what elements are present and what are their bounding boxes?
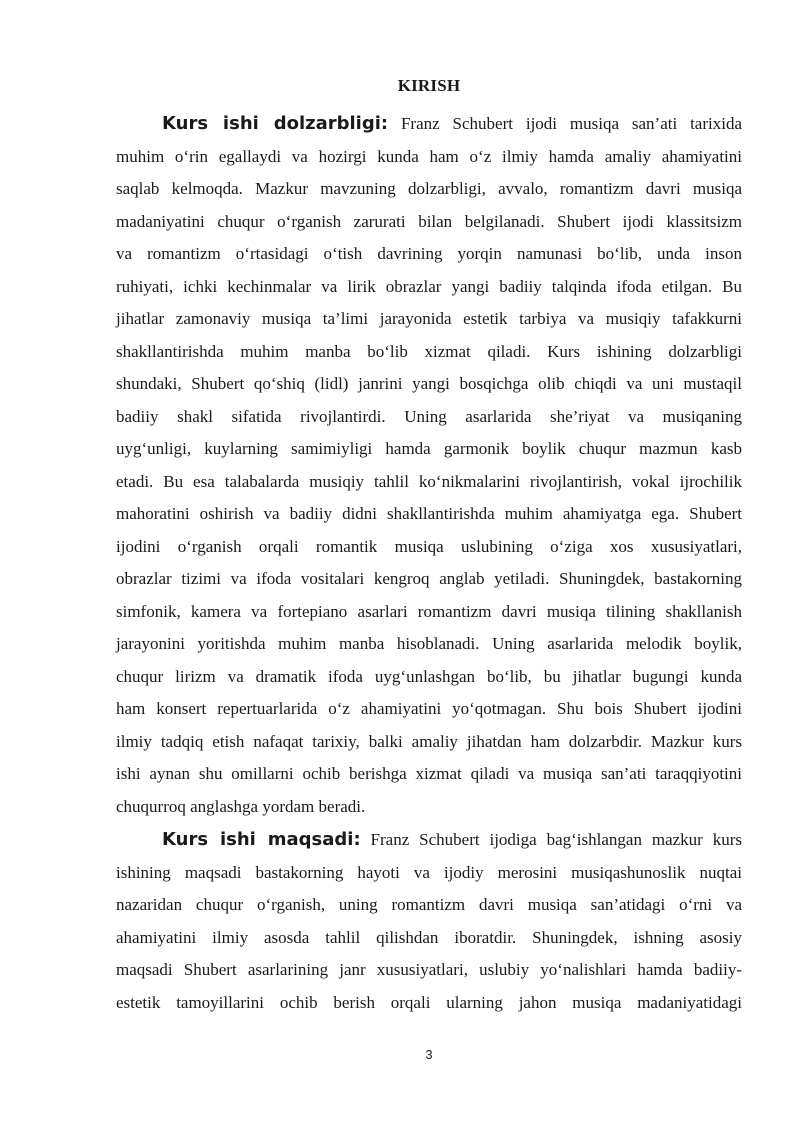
paragraph-line: va romantizm o‘rtasidagi o‘tish davrining yorqin namunasi bo‘lib, unda inson bbox=[116, 244, 742, 263]
paragraph-line: uyg‘unligi, kuylarning samimiyligi hamda garmonik boylik chuqur mazmun kasb bbox=[116, 439, 742, 458]
paragraph-line: ilmiy tadqiq etish nafaqat tarixiy, balki amaliy jihatdan ham dolzarbdir. Mazkur kurs bbox=[116, 731, 742, 751]
paragraph-line: shakllantirishda muhim manba bo‘lib xizmat qiladi. Kurs ishining dolzarbligi bbox=[116, 341, 742, 361]
paragraph-line: simfonik, kamera va fortepiano asarlari romantizm davri musiqa tilining shakllanish bbox=[116, 601, 742, 621]
paragraph-line: nazaridan chuqur o‘rganish, uning romantizm davri musiqa san’atidagi o‘rni va bbox=[116, 895, 742, 914]
section-heading: KIRISH bbox=[397, 76, 461, 95]
paragraph-line: ahamiyatini ilmiy asosda tahlil qilishdan iboratdir. Shuningdek, ishning asosiy bbox=[116, 927, 742, 947]
paragraph-line: mahoratini oshirish va badiiy didni shakllantirishda muhim ahamiyatga ega. Shubert bbox=[116, 504, 742, 523]
paragraph-line: badiiy shakl sifatida rivojlantirdi. Uning asarlarida she’riyat va musiqaning bbox=[116, 406, 742, 426]
paragraph-lead: Kurs ishi dolzarbligi: bbox=[162, 113, 389, 134]
paragraph-line: etadi. Bu esa talabalarda musiqiy tahlil ko‘nikmalarini rivojlantirish, vokal ijrochilik bbox=[116, 471, 742, 491]
paragraph-line: ruhiyati, ichki kechinmalar va lirik obrazlar yangi badiiy talqinda ifoda etilgan. Bu bbox=[116, 276, 742, 296]
paragraph-line: estetik tamoyillarini ochib berish orqali ularning jahon musiqa madaniyatidagi bbox=[116, 992, 742, 1012]
paragraph-line: ishi aynan shu omillarni ochib berishga xizmat qiladi va musiqa san’ati taraqqiyotini bbox=[116, 764, 742, 783]
paragraph-line: maqsadi Shubert asarlarining janr xususiyatlari, uslubiy yo‘nalishlari hamda badiiy- bbox=[116, 960, 742, 979]
paragraph-goal bbox=[116, 824, 742, 1019]
paragraph-line: obrazlar tizimi va ifoda vositalari kengroq anglab yetiladi. Shuningdek, bastakorning bbox=[116, 569, 742, 588]
page-number: 3 bbox=[425, 1047, 433, 1062]
paragraph-line: jihatlar zamonaviy musiqa ta’limi jarayonida estetik tarbiya va musiqiy tafakkurni bbox=[116, 309, 742, 328]
paragraph-line: chuqurroq anglashga yordam beradi. bbox=[116, 796, 366, 816]
paragraph-line: shundaki, Shubert qo‘shiq (lidl) janrini yangi bosqichga olib chiqdi va uni mustaqil bbox=[116, 374, 742, 393]
paragraph-line bbox=[116, 108, 742, 141]
paragraph-line: chuqur lirizm va dramatik ifoda uyg‘unlashgan bo‘lib, bu jihatlar bugungi kunda bbox=[116, 666, 742, 686]
line-text: Franz Schubert ijodi musiqa san’ati tarixida bbox=[388, 114, 742, 133]
paragraph-line: saqlab kelmoqda. Mazkur mavzuning dolzarbligi, avvalo, romantizm davri musiqa bbox=[116, 179, 742, 198]
paragraph-line: jarayonini yoritishda muhim manba hisoblanadi. Uning asarlarida melodik boylik, bbox=[116, 634, 742, 653]
paragraph-line: ijodini o‘rganish orqali romantik musiqa uslubining o‘ziga xos xususiyatlari, bbox=[116, 536, 742, 556]
paragraph-line: muhim o‘rin egallaydi va hozirgi kunda ham o‘z ilmiy hamda amaliy ahamiyatini bbox=[116, 146, 742, 166]
line-text: Franz Schubert ijodiga bag‘ishlangan mazkur kurs bbox=[360, 830, 742, 849]
paragraph-lead: Kurs ishi maqsadi: bbox=[162, 829, 361, 850]
paragraph-line: madaniyatini chuqur o‘rganish zarurati bilan belgilanadi. Shubert ijodi klassitsizm bbox=[116, 211, 742, 231]
paragraph-line: ishining maqsadi bastakorning hayoti va ijodiy merosini musiqashunoslik nuqtai bbox=[116, 862, 742, 882]
paragraph-line: ham konsert repertuarlarida o‘z ahamiyatini yo‘qotmagan. Shu bois Shubert ijodini bbox=[116, 699, 742, 718]
paragraph-line bbox=[116, 824, 742, 857]
paragraph-relevance bbox=[116, 108, 742, 823]
